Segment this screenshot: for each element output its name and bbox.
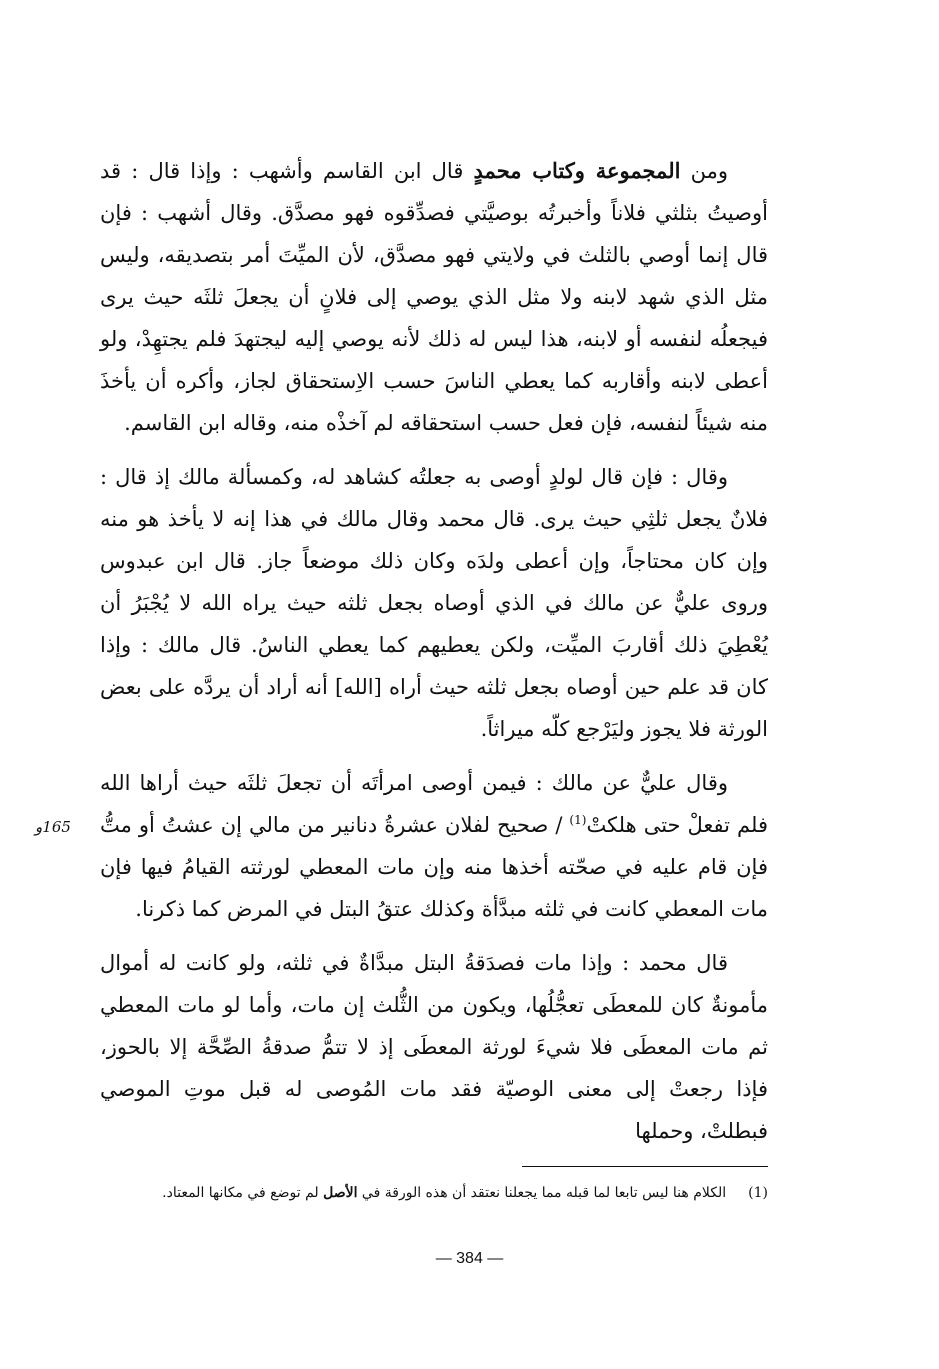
paragraph-1-lead: ومن: [680, 159, 728, 183]
paragraph-1-text: قال ابن القاسم وأشهب : وإذا قال : قد أوصيتُ بثلثي فلاناً وأخبرتُه بوصيَّتي فصدِّقوه فهو مصدَّق. وقال أشهب : فإن قال إنما أوصي بالثلث في ولايتي فهو مصدَّق، لأن الميِّتَ أمر بتصديقه، وليس مثل الذي شهد لابنه ولا مثل الذي يوصي إلى فلانٍ أن يجعلَ ثلثَه حيث يرى فيجعلُه لنفسه أو لابنه، هذا ليس له ذلك لأنه يوصي إليه ليجتهدَ فلم يجتهِدْ، ولو أعطى لابنه وأقاربه كما يعطي الناسَ حسب الاِستحقاق لجاز، وأكره أن يأخذَ منه شيئاً لنفسه، فإن فعل حسب استحقاقه لم آخذْه منه، وقاله ابن القاسم.: [100, 159, 768, 435]
footnote-divider: [522, 1166, 768, 1167]
page-body: [100, 150, 768, 1164]
paragraph-2: وقال : فإن قال لولدٍ أوصى به جعلتُه كشاهد له، وكمسألة مالك إذ قال : فلانٌ يجعل ثلثِي حيث يرى. قال محمد وقال مالك في هذا إنه لا يأخذ هو منه وإن كان محتاجاً، وإن أعطى ولدَه وكان ذلك موضعاً جاز. قال ابن عبدوس وروى عليٌّ عن مالك في الذي أوصاه بجعل ثلثه حيث يراه الله لا يُجْبَرُ أن يُعْطِيَ ذلك أقاربَ الميِّت، ولكن يعطيهم كما يعطي الناسُ. قال مالك : وإذا كان قد علم حين أوصاه بجعل ثلثه حيث أراه [الله] أنه أراد أن يردَّه على بعض الورثة فلا يجوز وليَرْجع كلّه ميراثاً.: [100, 465, 768, 741]
footnote-text-b: لم توضع في مكانها المعتاد.: [162, 1185, 324, 1201]
footnote-reference[interactable]: (1): [569, 813, 587, 827]
footnote-text-a: الكلام هنا ليس تابعا لما قبله مما يجعلنا نعتقد أن هذه الورقة في: [357, 1185, 727, 1201]
page-number: — 384 —: [435, 1250, 504, 1267]
source-title: المجموعة وكتاب محمدٍ: [473, 158, 681, 183]
paragraph-3: [100, 762, 768, 930]
paragraph-1: [100, 150, 768, 444]
paragraph-4: قال محمد : وإذا مات فصدَقةُ البتل مبدَّاةٌ في ثلثه، ولو كانت له أموال مأمونةٌ كان للمعطَى تعجُّلُها، ويكون من الثُّلث إن مات، وأما لو مات المعطي ثم مات المعطَى فلا شيءَ لورثة المعطَى إذ لا تتمُّ صدقةُ الصِّحَّة إلا بالحوز، فإذا رجعتْ إلى معنى الوصيّة فقد مات المُوصى له قبل موتِ الموصي فبطلتْ، وحملها: [100, 951, 768, 1143]
paragraph-3-text-b: / صحيح لفلان عشرةُ دنانير من مالي إن عشتُ أو متُّ فإن قام عليه في صحّته أخذها منه وإن مات المعطي لورثته القيامُ فيها فإن مات المعطي كانت في ثلثه مبدَّأة وكذلك عتقُ البتل في المرض كما ذكرنا.: [100, 813, 768, 921]
paragraph-3-text-a: وقال عليٌّ عن مالك : فيمن أوصى امرأتَه أن تجعلَ ثلثَه حيث أراها الله فلم تفعلْ حتى هلكتْ: [100, 771, 768, 837]
footnote-number: (1): [748, 1185, 768, 1201]
folio-margin-note: 165و: [35, 818, 71, 836]
footnote-text-bold: الأصل: [323, 1185, 358, 1201]
footnote: [100, 1180, 768, 1206]
